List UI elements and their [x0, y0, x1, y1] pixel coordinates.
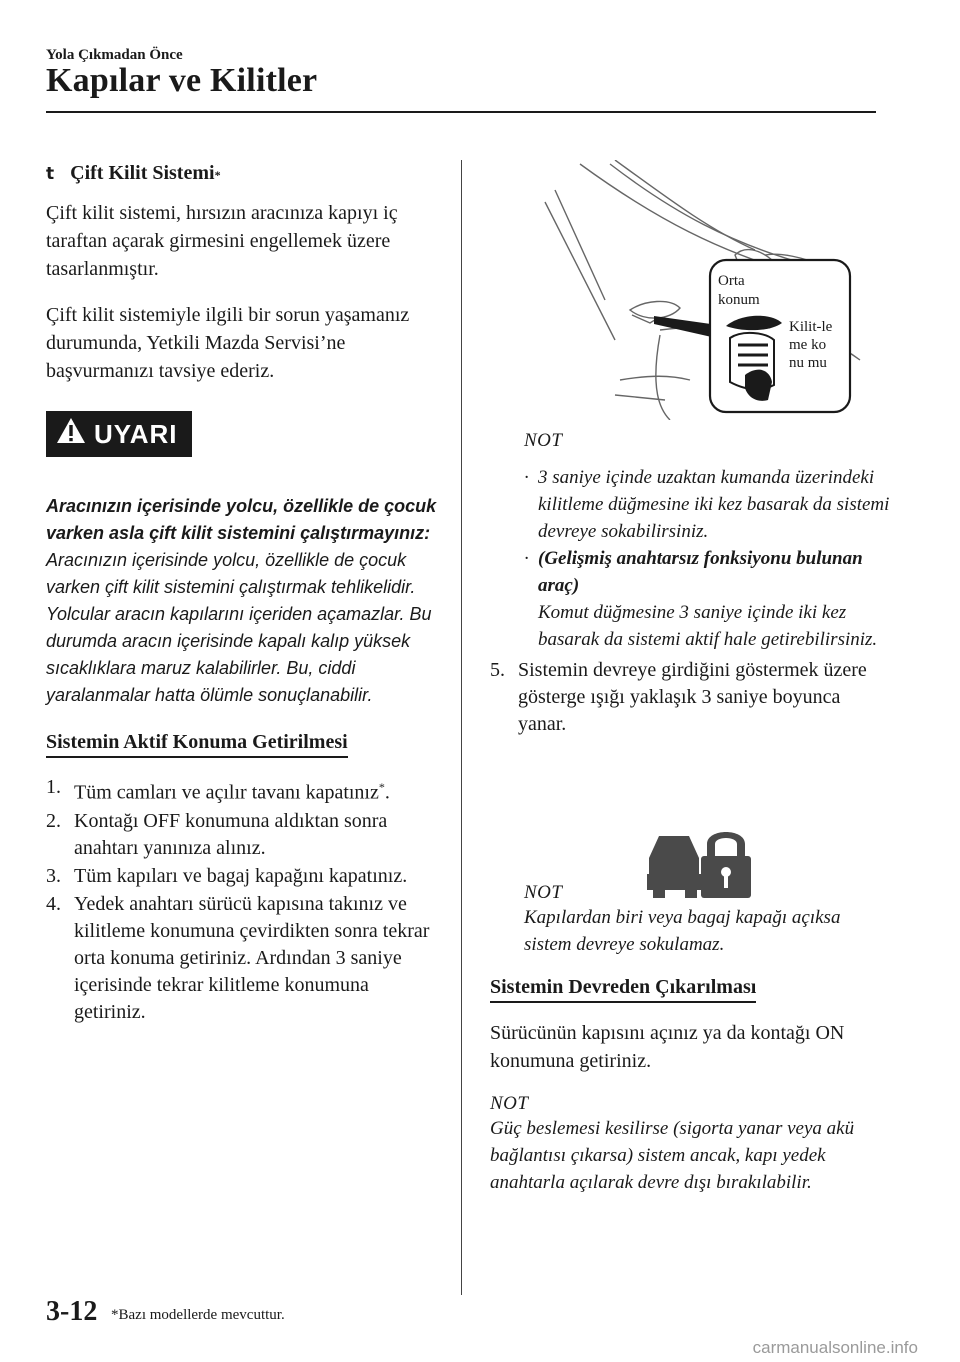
double-lock-intro: Çift kilit sistemi, hırsızın aracınıza kapıyı iç taraftan açarak girmesini engellemek üzere tasarlanmıştır.: [46, 202, 398, 280]
watermark: carmanualsonline.info: [752, 1338, 918, 1357]
section-bullet: t: [46, 164, 55, 184]
note-title: NOT: [524, 430, 563, 451]
warning-bold-text: Aracınızın içerisinde yolcu, özellikle de çocuk varken asla çift kilit sistemini çalıştırmayınız:: [46, 496, 437, 543]
warning-badge: [46, 411, 192, 457]
car-door-illustration: [520, 160, 880, 420]
list-item: 4. Yedek anahtarı sürücü kapısına takınız ve kilitleme konumuna çevirdikten sonra tekrar orta konuma getiriniz. Ardından 3 saniye içerisinde tekrar kilitleme konumuna getiriniz.: [46, 892, 430, 1023]
note-title: NOT: [524, 882, 563, 903]
double-lock-heading-text: Çift Kilit Sistemi: [70, 162, 215, 184]
deactivate-heading: Sistemin Devreden Çıkarılması: [490, 976, 756, 1003]
column-divider: [461, 160, 462, 1295]
note-3: [490, 1093, 890, 1196]
title-rule: [46, 111, 876, 113]
note-title: NOT: [490, 1093, 529, 1114]
warning-triangle-icon: [56, 417, 86, 451]
deactivate-text: Sürücünün kapısını açınız ya da kontağı ON konumuna getiriniz.: [490, 1022, 845, 1072]
double-lock-service: Çift kilit sistemiyle ilgili bir sorun yaşamanız durumunda, Yetkili Mazda Servisi’ne başvurmanızı tavsiye ederiz.: [46, 304, 410, 382]
list-item: 5. Sistemin devreye girdiğini göstermek üzere gösterge ışığı yaklaşık 3 saniye boyunca yanar.: [490, 659, 867, 735]
list-item: 1. Tüm camları ve açılır tavanı kapatınız*.: [46, 776, 390, 804]
page-number: 3-12: [46, 1296, 98, 1327]
activate-heading: Sistemin Aktif Konuma Getirilmesi: [46, 731, 348, 758]
warning-text: Aracınızın içerisinde yolcu, özellikle de çocuk varken çift kilit sistemini çalıştırmak tehlikelidir. Yolcular aracın kapılarını içeriden açamazlar. Bu durumda aracın içerisinde kapalı kalıp yüksek sıcaklıklara maruz kalabilirler. Bu, ciddi yaralanmalar hatta ölümle sonuçlanabilir.: [46, 550, 432, 705]
warning-label: UYARI: [94, 418, 178, 449]
note-body: Kapılardan biri veya bagaj kapağı açıksa sistem devreye sokulamaz.: [524, 907, 841, 955]
label-center-position: Orta konum: [718, 273, 760, 308]
label-lock-position: Kilit-leme konu mu: [789, 319, 833, 371]
note-list: [524, 464, 890, 653]
door-key-figure: [520, 160, 880, 420]
list-item: 2. Kontağı OFF konumuna aldıktan sonra anahtarı yanınıza alınız.: [46, 809, 388, 859]
footnote: *Bazı modellerde mevcuttur.: [111, 1307, 285, 1323]
list-item: 3. Tüm kapıları ve bagaj kapağını kapatınız.: [46, 864, 408, 887]
section-label: Yola Çıkmadan Önce: [46, 47, 183, 63]
note-1: [490, 430, 890, 653]
double-lock-heading: [46, 162, 441, 185]
left-column: [46, 162, 441, 1027]
list-item: · 3 saniye içinde uzaktan kumanda üzerindeki kilitleme düğmesine iki kez basarak da sistemi devreye sokabilirsiniz.: [524, 467, 890, 542]
availability-mark: *: [214, 168, 221, 182]
list-item: · (Gelişmiş anahtarsız fonksiyonu bulunan araç) Komut düğmesine 3 saniye içinde iki kez basarak da sistemi aktif hale getirebilirsiniz.: [524, 548, 878, 650]
note-body: Güç beslemesi kesilirse (sigorta yanar veya akü bağlantısı çıkarsa) sistem ancak, kapı yedek anahtarla açılarak devre dışı bırakılabilir.: [490, 1118, 855, 1193]
security-indicator-icon: [645, 822, 755, 902]
activate-steps: [46, 774, 441, 1026]
page-title: Kapılar ve Kilitler: [46, 62, 318, 99]
activate-steps-cont: [490, 657, 890, 738]
